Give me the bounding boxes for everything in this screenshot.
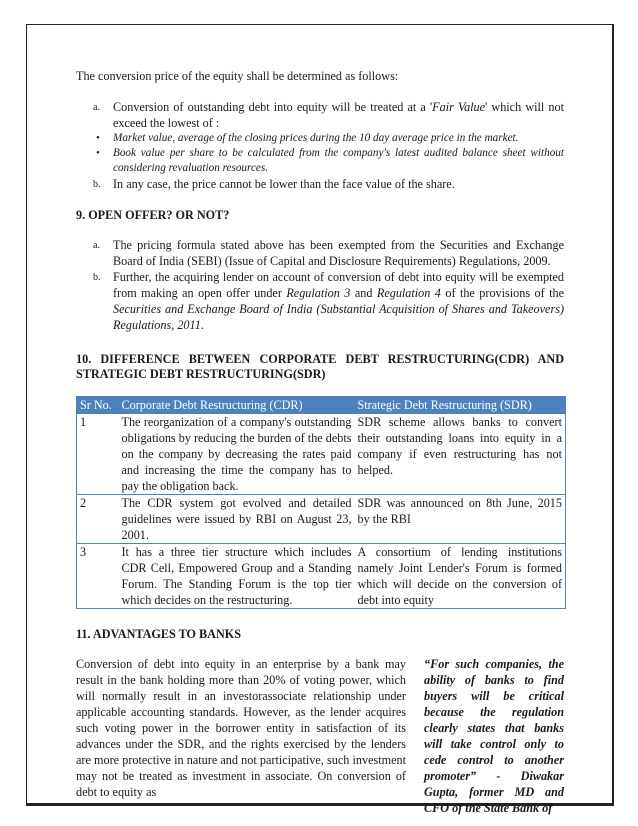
bullet-text: Market value, average of the closing prices during the 10 day average price in the market.: [113, 132, 519, 144]
bullet-item: [76, 146, 564, 176]
bullet-icon: •: [96, 132, 100, 144]
section-11-body: [76, 656, 564, 816]
bullet-text: Book value per share to be calculated from the company's latest audited balance sheet without considering revaluation resources.: [113, 147, 564, 174]
section-9-item-a-text: The pricing formula stated above has been exempted from the Securities and Exchange Board of India (SEBI) (Issue of Capital and Disclosure Requirements) Regulations, 2009.: [113, 238, 564, 268]
rule-a-text-after: ' which will not exceed the lowest of :: [113, 100, 564, 130]
cell-sdr: A consortium of lending institutions namely Joint Lender's Forum is formed which will decide on the conversion of debt into equity: [355, 544, 566, 609]
price-rule-a: [76, 99, 564, 131]
header-cdr: Corporate Debt Restructuring (CDR): [119, 397, 355, 414]
cell-sdr: SDR scheme allows banks to convert their outstanding loans into equity in a company if even restructuring has not helped.: [355, 414, 566, 495]
advantages-paragraph: Conversion of debt into equity in an enterprise by a bank may result in the bank holding more than 20% of voting power, which will normally result in an investorassociate relationship under applicable accounting standards. However, as the lender acquires such voting power in the borrower entity in satisfaction of its advances under the SDR, and the rights exercised by the lenders are more protective in nature and not participative, such investment may not be treated as investment in associate. On conversion of debt to equity as: [76, 657, 406, 799]
rule-a-text-before: Conversion of outstanding debt into equity will be treated at a ': [113, 100, 433, 114]
cell-cdr: The reorganization of a company's outstanding obligations by reducing the burden of the debts on the company by decreasing the rates paid and increasing the time the company has to pay the obligation back.: [119, 414, 355, 495]
section-9-heading: 9. OPEN OFFER? OR NOT?: [76, 208, 230, 222]
cell-sr: 3: [77, 544, 119, 609]
table-header-row: [77, 397, 566, 414]
list-marker: b.: [93, 179, 101, 190]
item-b-part-4: .: [200, 318, 204, 332]
header-sdr: Strategic Debt Restructuring (SDR): [355, 397, 566, 414]
item-b-part-2: and: [350, 286, 377, 300]
rule-b-text: In any case, the price cannot be lower than the face value of the share.: [113, 177, 455, 191]
section-9-item-b: [76, 269, 564, 333]
lowest-of-bullets: [76, 131, 564, 176]
table-row: [77, 544, 566, 609]
list-marker: a.: [93, 240, 100, 251]
bullet-item: [76, 131, 564, 146]
price-rule-list: [76, 99, 564, 192]
fair-value-term: Fair Value: [432, 100, 486, 114]
section-9-list: [76, 237, 564, 333]
section-10-heading: 10. DIFFERENCE BETWEEN CORPORATE DEBT RESTRUCTURING(CDR) AND STRATEGIC DEBT RESTRUCTURING(SDR): [76, 352, 564, 381]
cell-sr: 2: [77, 495, 119, 544]
cell-cdr: The CDR system got evolved and detailed guidelines were issued by RBI on August 23, 2001.: [119, 495, 355, 544]
item-b-part-1: Further, the acquiring lender on account of conversion of debt into equity will be exempted from making an open offer under: [113, 270, 564, 300]
list-marker: a.: [93, 102, 100, 113]
cell-sdr: SDR was announced on 8th June, 2015 by the RBI: [355, 495, 566, 544]
section-9-item-a: [76, 237, 564, 269]
list-marker: b.: [93, 272, 101, 283]
header-sr-no: Sr No.: [77, 397, 119, 414]
item-b-part-3: of the provisions of the: [440, 286, 565, 300]
sebi-regulations-title: Securities and Exchange Board of India (Substantial Acquisition of Shares and Takeovers) Regulations, 2011: [113, 302, 564, 332]
table-row: [77, 414, 566, 495]
section-11-heading: 11. ADVANTAGES TO BANKS: [76, 627, 242, 641]
document-page: [76, 68, 564, 816]
price-rule-b: [76, 176, 564, 192]
cdr-sdr-comparison-table: [76, 396, 566, 609]
cell-cdr: It has a three tier structure which includes CDR Cell, Empowered Group and a Standing Forum. The Standing Forum is the top tier which decides on the restructuring.: [119, 544, 355, 609]
regulation-4-term: Regulation 4: [376, 286, 441, 300]
cell-sr: 1: [77, 414, 119, 495]
pull-quote: “For such companies, the ability of banks to find buyers will be critical because the regulation clearly states that banks will take control only to cede control to another promoter” - Diwakar Gupta, former MD and CFO of the State Bank of: [424, 657, 564, 815]
table-row: [77, 495, 566, 544]
regulation-3-term: Regulation 3: [286, 286, 351, 300]
intro-paragraph: The conversion price of the equity shall be determined as follows:: [76, 69, 399, 83]
bullet-icon: •: [96, 147, 100, 159]
